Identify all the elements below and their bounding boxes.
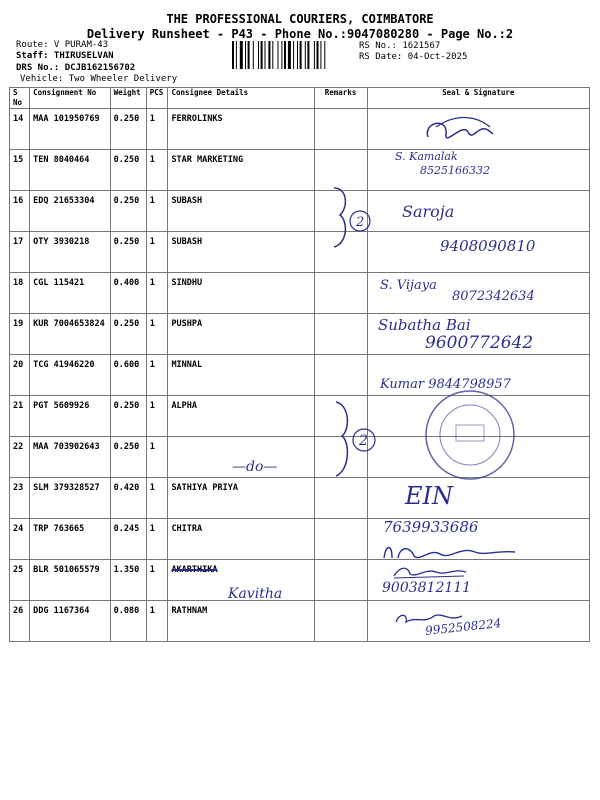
barcode-bar [288, 41, 291, 69]
cell-pcs: 1 [146, 314, 168, 355]
phone-24: 7639933686 [383, 518, 479, 536]
cell-weight: 0.250 [110, 150, 146, 191]
col-signature: Seal & Signature [367, 88, 589, 109]
consignee-name: SUBASH [171, 196, 203, 206]
cell-weight: 0.250 [110, 191, 146, 232]
table-header-row [10, 88, 590, 109]
table-row [10, 191, 590, 232]
cell-consignment: PGT 5609926 [30, 396, 110, 437]
brace-count-2: 2 [359, 433, 368, 449]
barcode-bar [253, 41, 254, 69]
cell-consignment: CGL 115421 [30, 273, 110, 314]
cell-sno: 14 [10, 109, 30, 150]
vehicle-label: Vehicle: Two Wheeler Delivery [20, 74, 178, 84]
cell-sno: 19 [10, 314, 30, 355]
cell-remarks [314, 109, 367, 150]
cell-pcs: 1 [146, 437, 168, 478]
barcode-bar [245, 41, 246, 69]
cell-remarks [314, 355, 367, 396]
consignee-name: PUSHPA [171, 319, 203, 329]
table-row [10, 601, 590, 642]
cell-consignee [168, 396, 314, 437]
phone-15: 8525166332 [420, 164, 490, 177]
route-label: Route: V PURAM-43 [16, 40, 109, 50]
barcode-bar [305, 41, 306, 69]
cell-pcs: 1 [146, 519, 168, 560]
cell-sno: 17 [10, 232, 30, 273]
cell-weight: 0.250 [110, 314, 146, 355]
brace-rows-21-22 [330, 400, 390, 480]
cell-pcs: 1 [146, 396, 168, 437]
signature-scribble-icon [418, 112, 498, 152]
phone-19: 9600772642 [425, 333, 534, 353]
col-consignment: Consignment No [30, 88, 110, 109]
cell-weight: 0.250 [110, 109, 146, 150]
consignee-name: AKARTHIKA [171, 565, 218, 575]
cell-weight: 1.350 [110, 560, 146, 601]
cell-remarks [314, 601, 367, 642]
cell-weight: 0.600 [110, 355, 146, 396]
table-row [10, 109, 590, 150]
table-row [10, 150, 590, 191]
barcode-bar [258, 41, 259, 69]
rs-date: RS Date: 04-Oct-2025 [359, 52, 468, 62]
barcode-bar [265, 41, 266, 69]
cell-consignment: OTY 3930218 [30, 232, 110, 273]
cell-sno: 18 [10, 273, 30, 314]
rs-number: RS No.: 1621567 [359, 41, 441, 51]
cell-sno: 23 [10, 478, 30, 519]
cell-remarks [314, 478, 367, 519]
consignee-name: ALPHA [171, 401, 198, 411]
signature-19: Subatha Bai [378, 316, 471, 334]
barcode-bar [240, 41, 243, 69]
cell-consignee [168, 232, 314, 273]
signature-24 [380, 538, 520, 564]
cell-consignment: BLR 501065579 [30, 560, 110, 601]
cell-sno: 25 [10, 560, 30, 601]
barcode-bar [300, 41, 302, 69]
cell-pcs: 1 [146, 355, 168, 396]
cell-consignee [168, 191, 314, 232]
drs-number: DRS No.: DCJB162156702 [16, 63, 136, 73]
company-seal-icon [420, 385, 520, 485]
consignee-name: FERROLINKS [171, 114, 223, 124]
consignee-name: MINNAL [171, 360, 203, 370]
consignee-name: SINDHU [171, 278, 203, 288]
cell-pcs: 1 [146, 109, 168, 150]
cell-consignment: TEN 8040464 [30, 150, 110, 191]
cell-consignment: TCG 41946220 [30, 355, 110, 396]
runsheet-subtitle: Delivery Runsheet - P43 - Phone No.:9047080280 - Page No.:2 [86, 27, 514, 41]
cell-remarks [314, 273, 367, 314]
col-sno: S No [10, 88, 30, 109]
cell-consignment: MAA 101950769 [30, 109, 110, 150]
consignee-name: STAR MARKETING [171, 155, 244, 165]
cell-consignment: TRP 763665 [30, 519, 110, 560]
phone-26: 9952508224 [424, 616, 502, 638]
barcode-bar [236, 41, 237, 69]
cell-pcs: 1 [146, 601, 168, 642]
cell-remarks [314, 560, 367, 601]
cell-consignment: SLM 379328527 [30, 478, 110, 519]
cell-sno: 24 [10, 519, 30, 560]
cell-pcs: 1 [146, 150, 168, 191]
cell-weight: 0.250 [110, 232, 146, 273]
brace-rows-16-17 [326, 183, 386, 253]
phone-18: 8072342634 [452, 289, 535, 304]
col-weight: Weight [110, 88, 146, 109]
brace-count-1: 2 [356, 215, 365, 230]
cell-pcs: 1 [146, 560, 168, 601]
col-consignee: Consignee Details [168, 88, 314, 109]
cell-consignee [168, 109, 314, 150]
signature-15: S. Kamalak [395, 150, 458, 163]
cell-consignee [168, 355, 314, 396]
barcode-bar [272, 41, 273, 69]
cell-consignee [168, 519, 314, 560]
cell-consignee [168, 478, 314, 519]
cell-sno: 21 [10, 396, 30, 437]
cell-consignment: DDG 1167364 [30, 601, 110, 642]
cell-consignment: KUR 7004653824 [30, 314, 110, 355]
cell-signature [367, 191, 589, 232]
signature-18: S. Vijaya [380, 278, 437, 293]
signature-25 [390, 564, 470, 580]
cell-sno: 26 [10, 601, 30, 642]
signature-20: Kumar 9844798957 [380, 377, 511, 392]
barcode-bar [281, 41, 282, 69]
cell-sno: 15 [10, 150, 30, 191]
table-row [10, 560, 590, 601]
cell-pcs: 1 [146, 478, 168, 519]
consignee-name: SUBASH [171, 237, 203, 247]
cell-remarks [314, 519, 367, 560]
cell-weight: 0.400 [110, 273, 146, 314]
cell-remarks [314, 314, 367, 355]
cell-weight: 0.245 [110, 519, 146, 560]
cell-consignment: EDQ 21653304 [30, 191, 110, 232]
barcode-bar [268, 41, 270, 69]
barcode-bar [324, 41, 325, 69]
cell-sno: 16 [10, 191, 30, 232]
cell-pcs: 1 [146, 273, 168, 314]
cell-consignment: MAA 703902643 [30, 437, 110, 478]
barcode-bar [261, 41, 263, 69]
signature-23: EIN [405, 482, 453, 510]
phone-17: 9408090810 [440, 237, 536, 255]
consignee-name: CHITRA [171, 524, 203, 534]
cell-weight: 0.420 [110, 478, 146, 519]
cell-pcs: 1 [146, 232, 168, 273]
barcode-bar [297, 41, 298, 69]
barcode-bar [284, 41, 286, 69]
cell-sno: 22 [10, 437, 30, 478]
barcode-bar [314, 41, 315, 69]
barcode-image [231, 41, 355, 69]
col-remarks: Remarks [314, 88, 367, 109]
signature-16: Saroja [402, 202, 455, 221]
cell-weight: 0.250 [110, 396, 146, 437]
barcode-bar [248, 41, 250, 69]
col-pcs: PCS [146, 88, 168, 109]
barcode-bar [232, 41, 234, 69]
cell-sno: 20 [10, 355, 30, 396]
company-title: THE PROFESSIONAL COURIERS, COIMBATORE [166, 12, 434, 26]
cell-consignee [168, 150, 314, 191]
cell-weight: 0.250 [110, 437, 146, 478]
staff-label: Staff: THIRUSELVAN [16, 51, 114, 61]
ditto-mark-22: —do— [232, 459, 278, 475]
barcode-bar [278, 41, 279, 69]
cell-pcs: 1 [146, 191, 168, 232]
barcode-bar [307, 41, 309, 69]
phone-25: 9003812111 [382, 580, 472, 596]
consignee-name: SATHIYA PRIYA [171, 483, 238, 493]
barcode-bar [317, 41, 319, 69]
barcode-bar [320, 41, 321, 69]
consignee-name: RATHNAM [171, 606, 208, 616]
cell-consignee [168, 314, 314, 355]
cell-consignee [168, 601, 314, 642]
barcode-bar [293, 41, 294, 69]
cell-consignee [168, 273, 314, 314]
name-25: Kavitha [228, 586, 283, 602]
cell-weight: 0.080 [110, 601, 146, 642]
